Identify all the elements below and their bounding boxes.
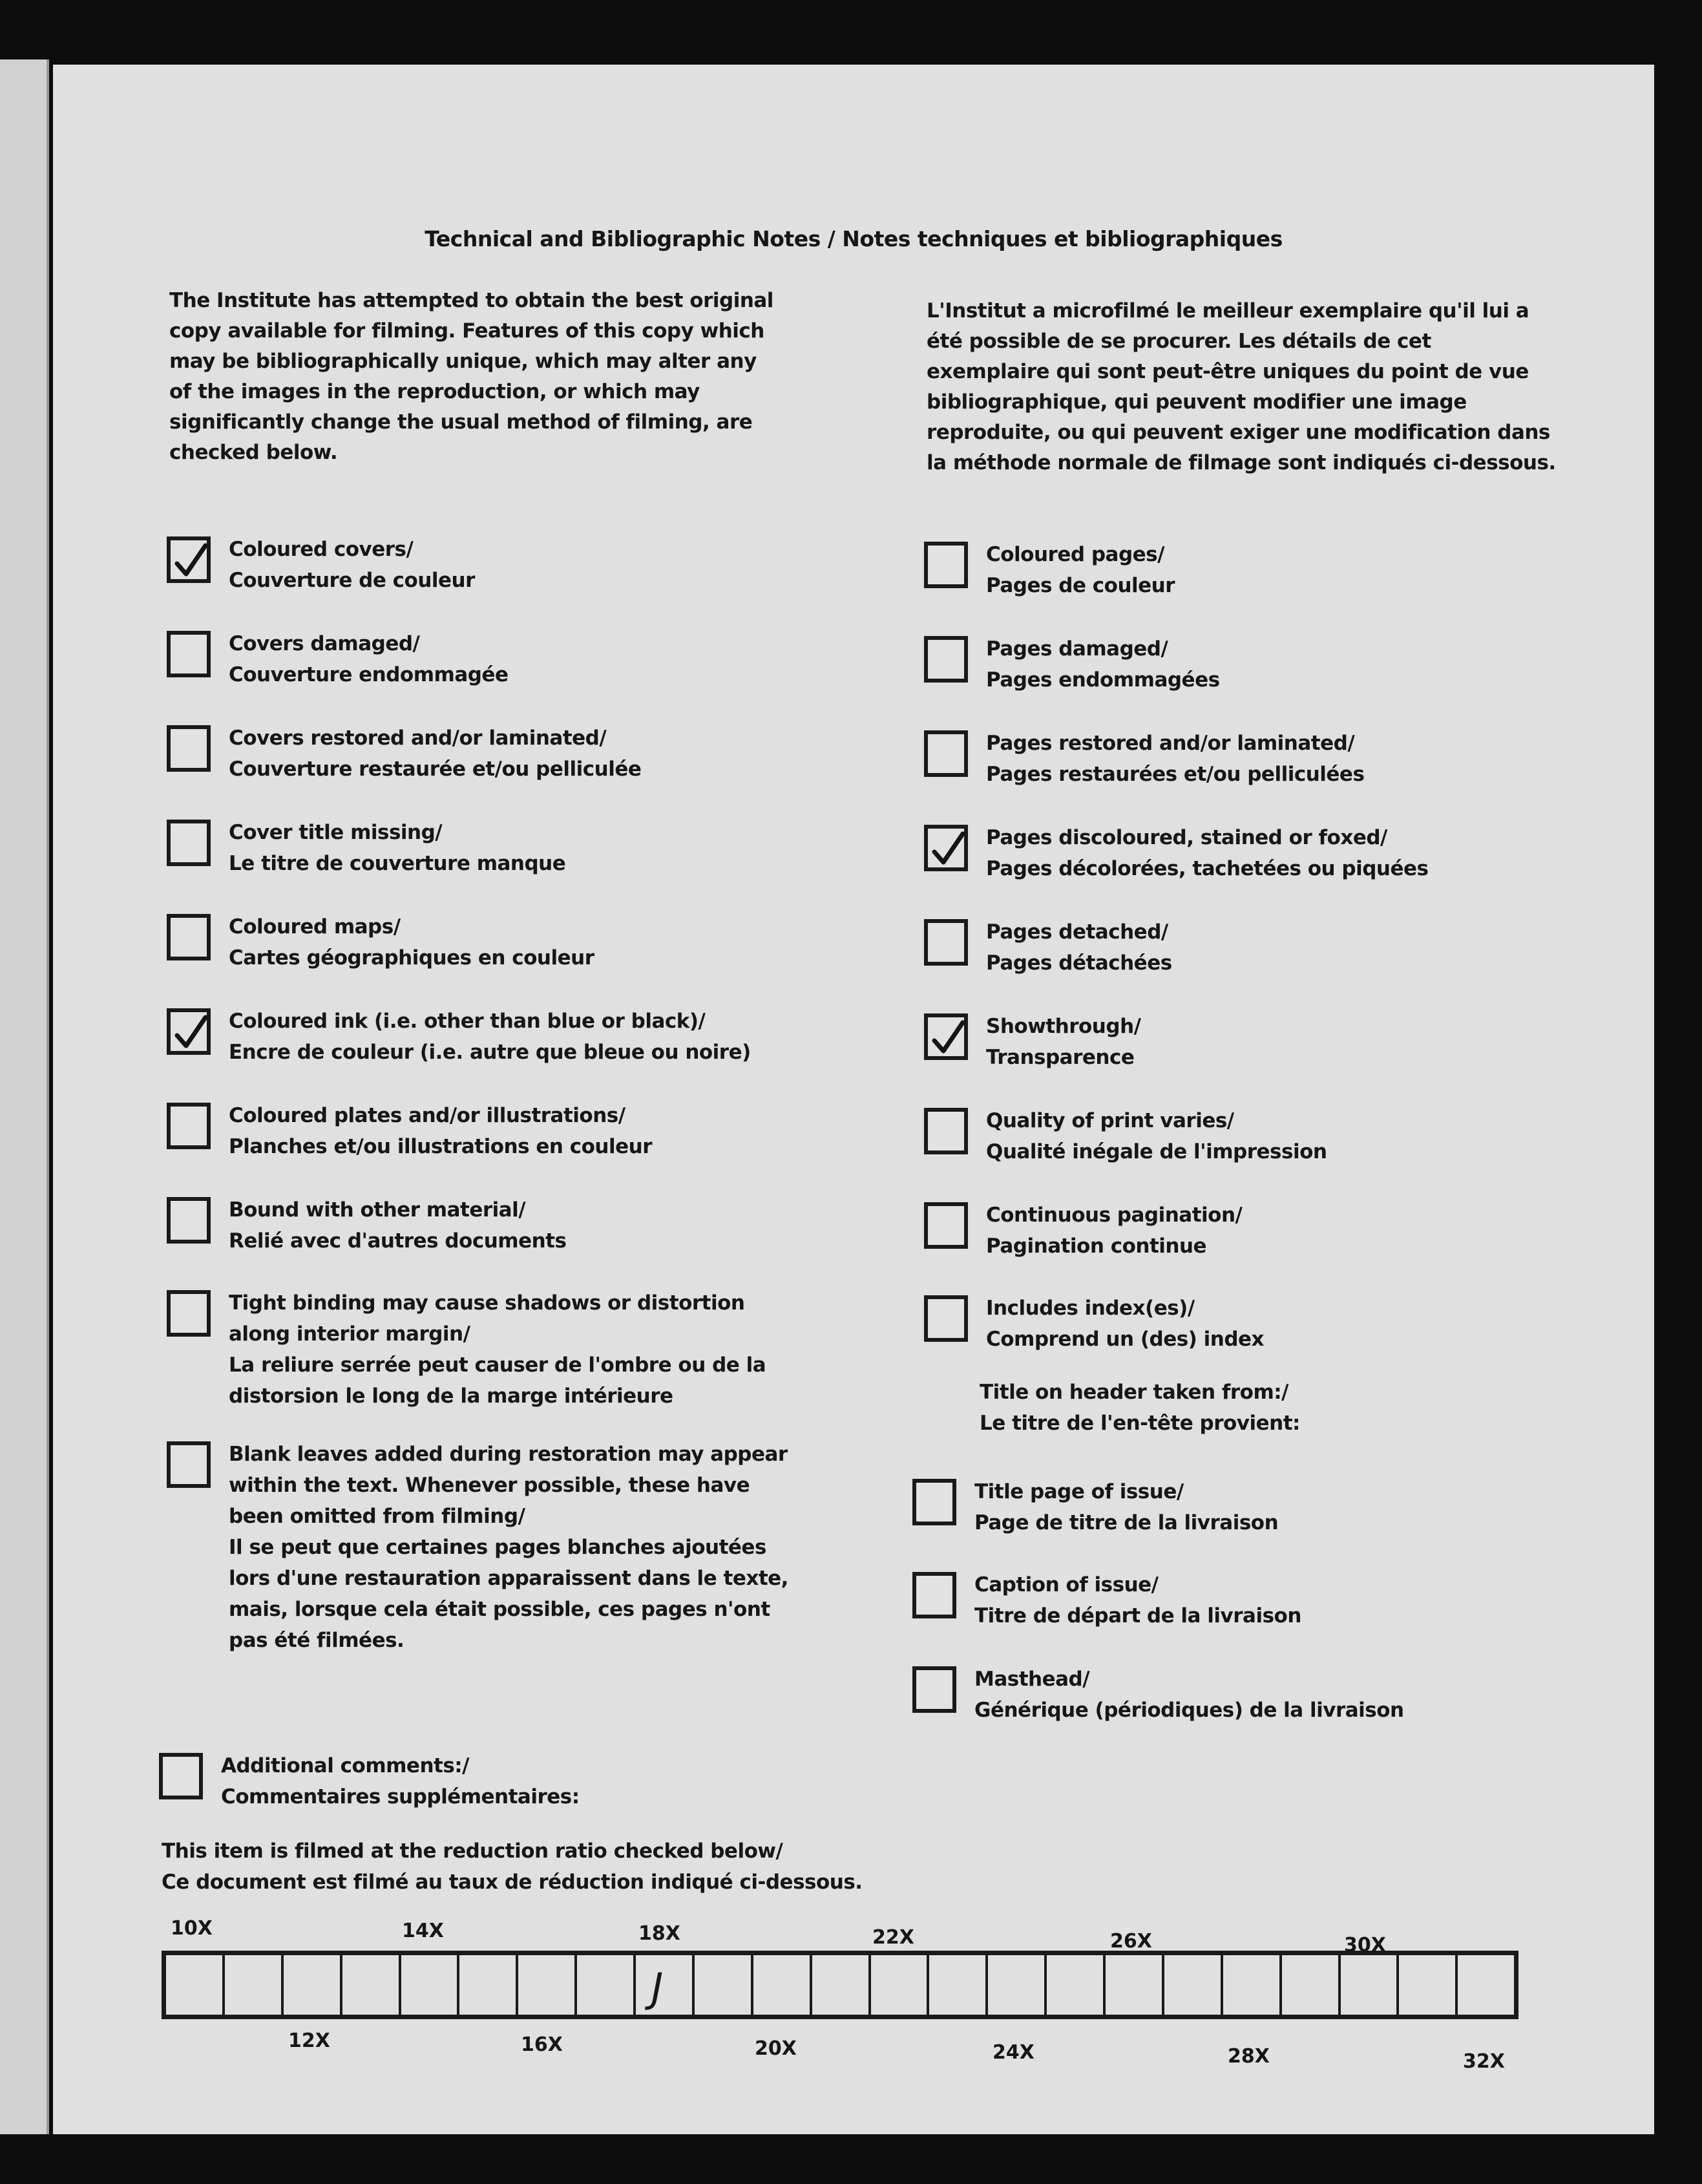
ratio-cell[interactable] [1458, 1955, 1514, 2015]
ratio-label: 14X [402, 1920, 444, 1942]
ratio-cell[interactable] [1341, 1955, 1400, 2015]
ratio-cell[interactable] [166, 1955, 225, 2015]
option-label: Tight binding may cause shadows or distortion along interior margin/ La reliure serrée peut causer de l'ombre ou de la distorsion le long de la marge intérieure [229, 1291, 766, 1408]
ratio-cell[interactable] [1223, 1955, 1282, 2015]
ratio-label: 16X [521, 2033, 563, 2056]
option-label: Includes index(es)/ Comprend un (des) index [986, 1297, 1265, 1351]
checkbox[interactable] [167, 1103, 211, 1149]
option-label: Covers restored and/or laminated/ Couverture restaurée et/ou pelliculée [229, 726, 642, 781]
checkbox[interactable] [167, 725, 211, 772]
intro-french: L'Institut a microfilmé le meilleur exemplaire qu'il lui a été possible de se procurer. Les détails de cet exemplaire qui sont peut-être uniques du point de vue bibliographique, qui peuvent modifier une image reproduite, ou qui peuvent exiger une modification dans la méthode normale de filmage sont indiqués ci-dessous. [927, 299, 1556, 474]
ratio-cell[interactable] [871, 1955, 930, 2015]
ratio-label: 30X [1344, 1934, 1386, 1956]
option-label: Pages damaged/ Pages endommagées [986, 637, 1220, 692]
checkbox-checked[interactable] [167, 1008, 211, 1055]
ratio-label: 18X [638, 1922, 680, 1945]
ratio-cell[interactable] [988, 1955, 1047, 2015]
ratio-check-mark: J [651, 1964, 664, 2011]
ratio-cell[interactable] [812, 1955, 871, 2015]
checkbox[interactable] [924, 730, 968, 777]
option-label: Masthead/ Générique (périodiques) de la livraison [974, 1668, 1404, 1722]
checkbox[interactable] [167, 914, 211, 960]
ratio-cell[interactable] [342, 1955, 401, 2015]
option-label: Bound with other material/ Relié avec d'autres documents [229, 1198, 567, 1253]
checkbox-checked[interactable] [924, 825, 968, 871]
checkbox[interactable] [167, 631, 211, 677]
ratio-cell[interactable] [518, 1955, 577, 2015]
ratio-cell[interactable] [401, 1955, 460, 2015]
ratio-cell[interactable] [753, 1955, 812, 2015]
ratio-cell[interactable] [459, 1955, 518, 2015]
check-mark-icon [930, 830, 967, 869]
checkbox[interactable] [912, 1572, 956, 1618]
option-label: Caption of issue/ Titre de départ de la livraison [974, 1573, 1301, 1627]
option-label: Pages detached/ Pages détachées [986, 920, 1172, 975]
checkbox[interactable] [924, 1108, 968, 1154]
option-label: Continuous pagination/ Pagination continue [986, 1203, 1243, 1258]
ratio-cell[interactable] [284, 1955, 342, 2015]
checkbox-checked[interactable] [924, 1013, 968, 1060]
checkbox[interactable] [167, 1290, 211, 1337]
ratio-cell[interactable] [1282, 1955, 1341, 2015]
option-label: Showthrough/ Transparence [986, 1015, 1141, 1069]
option-label: Covers damaged/ Couverture endommagée [229, 632, 509, 686]
notes-page: Technical and Bibliographic Notes / Notes techniques et bibliographiques The Institute has attempted to obtain the best original copy available for filming. Features of this copy which may be bibliographically unique, which may alter any of the images in the reproduction, or which may significantly change the usual method of filming, are checked below. L'Institut a microfilmé le meilleur exemplaire qu'il lui a été possible de se procurer. Les détails de cet exemplaire qui sont peut-être uniques du point de vue bibliographique, qui peuvent modifier une image reproduite, ou qui peuvent exiger une modification dans la méthode normale de filmage sont indiqués ci-dessous. Coloured covers/ Couverture de couleur Covers damaged/ Couverture endommagée Covers restored and/or laminated/ Couverture restaurée et/ou pelliculée Cover title missing/ Le titre de couverture manque Coloured maps/ Cartes géographiques en couleur Coloured ink (i.e. other than blue or black)/ Encre de couleur (i.e. autre que bleue ou noire) Coloured plates and/or illustrations/ Planches et/ou illustrations en couleur Bound with other material/ Relié avec d'autres documents Tight binding may cause shadows or distortion along interior margin/ La reliure serrée peut causer de l'ombre ou de la distorsion le long de la marge intérieure Blank leaves added during restoration may appear within the text. Whenever possible, these have been omitted from filming/ Il se peut que certaines pages blanches ajoutées lors d'une restauration apparaissent dans le texte, mais, lorsque cela était possible, ces pages n'ont pas été filmées. Coloured pages/ Pages de couleur Pages damaged/ Pages endommagées Pages restored and/or laminated/ Pages restaurées et/ou pelliculées Pages discoloured, stained or foxed/ Pages décolorées, tachetées ou piquées Pages detached/ Pages détachées Showthrough/ Transparence Quality of print varies/ Qualité inégale de l'impression Continuous pagination/ Pagination continue Includes index(es)/ Comprend un (des) index Title on header taken from:/ Le titre de l'en-tête provient: Title page of issue/ Page de titre de la livraison Caption of issue/ Titre de départ de la livraison Masthead/ Générique (périodiques) de la livraison Additional comments:/ Commentaires supplémentaires: This item is filmed at the reduction ratio checked below/ Ce document est filmé au taux de réduction indiqué ci-dessous. 10X 14X 18X 22X 26X 30X J 12X 16X 20X 24X 28X 32X [53, 65, 1654, 2134]
option-label: Coloured plates and/or illustrations/ Planches et/ou illustrations en couleur [229, 1104, 652, 1158]
option-label: Coloured covers/ Couverture de couleur [229, 538, 475, 592]
ratio-label: 24X [993, 2041, 1035, 2064]
ratio-label: 26X [1110, 1930, 1152, 1953]
check-mark-icon [173, 542, 209, 580]
option-label: Title page of issue/ Page de titre de la livraison [974, 1480, 1279, 1534]
checkbox[interactable] [912, 1666, 956, 1713]
ratio-cell[interactable] [1399, 1955, 1458, 2015]
reduction-ratio-bar [162, 1951, 1518, 2019]
intro-english: The Institute has attempted to obtain the best original copy available for filming. Features of this copy which may be bibliographically unique, which may alter any of the images in the reproduction, or which may significantly change the usual method of filming, are checked below. [169, 289, 773, 464]
checkbox[interactable] [924, 1202, 968, 1249]
checkbox[interactable] [924, 919, 968, 966]
ratio-label: 28X [1228, 2045, 1270, 2068]
ratio-label: 12X [288, 2030, 330, 2052]
header-note: Title on header taken from:/ Le titre de l'en-tête provient: [980, 1381, 1300, 1435]
ratio-cell[interactable] [636, 1955, 695, 2015]
ratio-label: 22X [872, 1926, 914, 1949]
check-mark-icon [173, 1013, 209, 1052]
check-mark-icon [930, 1019, 967, 1057]
option-label: Coloured ink (i.e. other than blue or black)/ Encre de couleur (i.e. autre que bleue ou noire) [229, 1010, 751, 1064]
checkbox[interactable] [924, 636, 968, 683]
page-title: Technical and Bibliographic Notes / Notes techniques et bibliographiques [425, 226, 1283, 251]
ratio-label: 32X [1463, 2050, 1505, 2073]
ratio-cell[interactable] [929, 1955, 988, 2015]
checkbox-checked[interactable] [167, 536, 211, 583]
checkbox[interactable] [924, 1295, 968, 1342]
ratio-cell[interactable] [1106, 1955, 1164, 2015]
option-label: Pages restored and/or laminated/ Pages restaurées et/ou pelliculées [986, 732, 1365, 786]
ratio-label: 10X [171, 1917, 213, 1940]
option-label: Pages discoloured, stained or foxed/ Pages décolorées, tachetées ou piquées [986, 826, 1429, 880]
option-label: Quality of print varies/ Qualité inégale de l'impression [986, 1109, 1327, 1163]
checkbox[interactable] [167, 1197, 211, 1244]
checkbox[interactable] [167, 1441, 211, 1488]
ratio-cell[interactable] [1164, 1955, 1223, 2015]
ratio-cell[interactable] [577, 1955, 636, 2015]
adjacent-page-edge [0, 59, 49, 2134]
option-label: Blank leaves added during restoration may appear within the text. Whenever possible, these have been omitted from filming/ Il se peut que certaines pages blanches ajoutées lors d'une restauration apparaissent dans le texte, mais, lorsque cela était possible, ces pages n'ont pas été filmées. [229, 1443, 788, 1652]
checkbox[interactable] [167, 820, 211, 866]
option-label: Coloured maps/ Cartes géographiques en couleur [229, 915, 594, 970]
checkbox[interactable] [924, 542, 968, 588]
option-label: Coloured pages/ Pages de couleur [986, 543, 1175, 597]
ratio-label: 20X [755, 2037, 797, 2060]
checkbox[interactable] [912, 1479, 956, 1525]
ratio-cell[interactable] [225, 1955, 284, 2015]
ratio-instructions: This item is filmed at the reduction ratio checked below/ Ce document est filmé au taux de réduction indiqué ci-dessous. [162, 1839, 863, 1894]
ratio-cell[interactable] [695, 1955, 753, 2015]
ratio-cell[interactable] [1047, 1955, 1106, 2015]
additional-comments-checkbox[interactable] [159, 1753, 203, 1799]
option-label: Cover title missing/ Le titre de couverture manque [229, 821, 566, 875]
